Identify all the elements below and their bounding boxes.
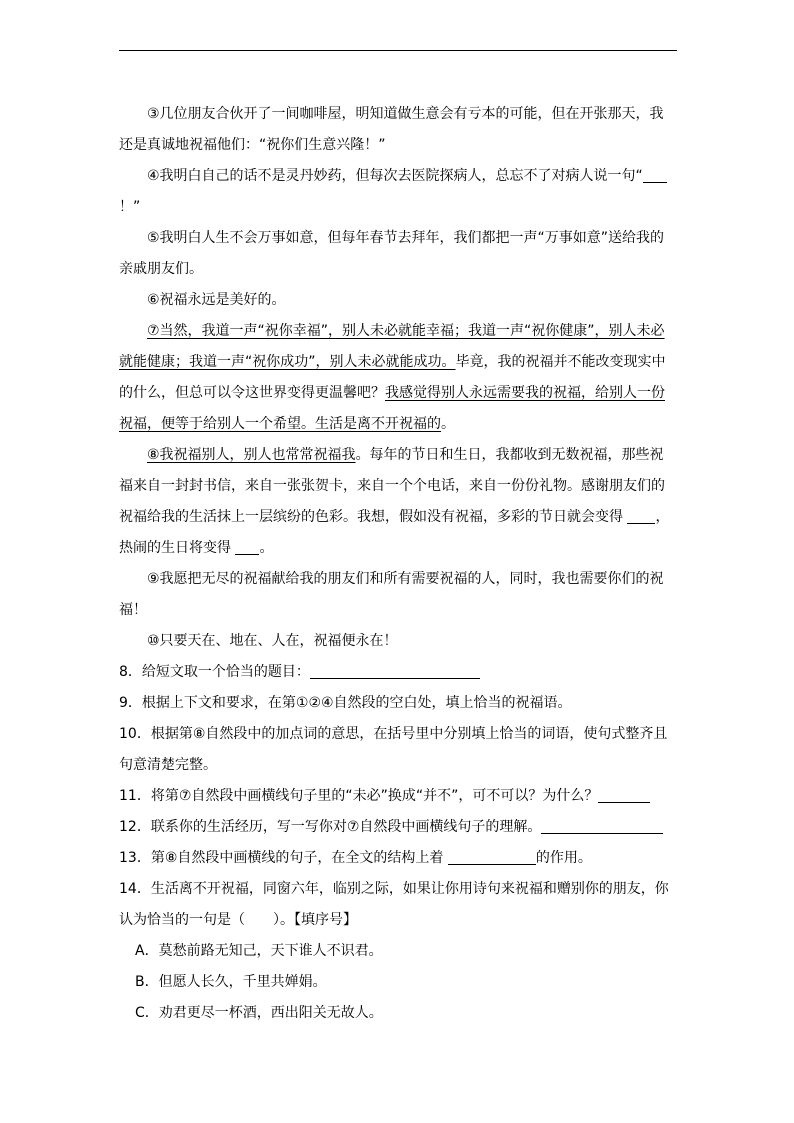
paragraph-8: ⑧我祝福别人，别人也常常祝福我。每年的节日和生日，我都收到无数祝福，那些祝福来自一封封书信，来自一张张贺卡，来自一个个电话，来自一份份礼物。感谢朋友们的祝福给我的生活抹上一层缤纷的色彩。我想，假如没有祝福，多彩的节日就会变得 ，热闹的生日将变得 。 xyxy=(119,447,670,556)
option-a[interactable]: A．莫愁前路无知己，天下谁人不识君。 xyxy=(135,943,383,959)
answer-blank-8[interactable] xyxy=(310,662,480,679)
paragraph-7: ⑦当然，我道一声“祝你幸福”，别人未必就能幸福；我道一声“祝你健康”，别人未必就能健康；我道一声“祝你成功”，别人未必就能成功。毕竟，我的祝福并不能改变现实中的什么，但总可以令这世界变得更温馨吧？我感觉得别人永远需要我的祝福，给别人一份祝福，便等于给别人一个希望。生活是离不开祝福的。 xyxy=(119,323,666,432)
option-c[interactable]: C．劝君更尽一杯酒，西出阳关无故人。 xyxy=(135,1005,383,1021)
blank-4[interactable] xyxy=(643,166,667,183)
paragraph-9: ⑨我愿把无尽的祝福献给我的朋友们和所有需要祝福的人，同时，我也需要你们的祝福！ xyxy=(119,571,664,618)
paragraph-6: ⑥祝福永远是美好的。 xyxy=(147,292,286,308)
paragraph-3: ③几位朋友合伙开了一间咖啡屋，明知道做生意会有亏本的可能，但在开张那天，我还是真诚地祝福他们：“祝你们生意兴隆！” xyxy=(119,106,664,153)
underlined-sentence-7a: ⑦当然，我道一声“祝你幸福”，别人未必就能幸福；我道一声“祝你健康”，别人未必就能健康；我道一声“祝你成功”，别人未必就能成功。 xyxy=(119,323,665,370)
blank-8a[interactable] xyxy=(627,507,655,524)
answer-blank-12[interactable] xyxy=(541,817,663,834)
paragraph-4: ④我明白自己的话不是灵丹妙药，但每次去医院探病人，总忘不了对病人说一句“！” xyxy=(119,161,677,223)
question-14: 14．生活离不开祝福，同窗六年，临别之际，如果让你用诗句来祝福和赠别你的朋友，你认为恰当的一句是（ ）。【填序号】 xyxy=(119,881,669,928)
header-rule xyxy=(119,50,677,51)
document-body xyxy=(119,99,677,1029)
question-9: 9．根据上下文和要求，在第①②④自然段的空白处，填上恰当的祝福语。 xyxy=(119,695,572,711)
underlined-sentence-7b: 我感觉得别人永远需要我的祝福，给别人一份祝福，便等于给别人一个希望。生活是离不开祝福的 xyxy=(119,385,665,432)
question-11: 11．将第⑦自然段中画横线句子里的“未必”换成“并不”，可不可以？为什么？ xyxy=(119,781,677,812)
question-8: 8．给短文取一个恰当的题目： xyxy=(119,657,677,688)
blank-8b[interactable] xyxy=(235,538,259,555)
underlined-sentence-8: ⑧我祝福别人，别人也常常祝福我 xyxy=(147,447,356,463)
question-12: 12．联系你的生活经历，写一写你对⑦自然段中画横线句子的理解。 xyxy=(119,812,677,843)
question-13: 13．第⑧自然段中画横线的句子，在全文的结构上着 的作用。 xyxy=(119,850,592,866)
answer-blank-13[interactable] xyxy=(448,848,536,865)
question-10: 10．根据第⑧自然段中的加点词的意思，在括号里中分别填上恰当的词语，使句式整齐且句意清楚完整。 xyxy=(119,726,668,773)
paragraph-10: ⑩只要天在、地在、人在，祝福便永在！ xyxy=(147,633,398,649)
paragraph-5: ⑤我明白人生不会万事如意，但每年春节去拜年，我们都把一声“万事如意”送给我的亲戚朋友们。 xyxy=(119,230,665,277)
answer-blank-11[interactable] xyxy=(598,786,650,803)
option-b[interactable]: B．但愿人长久，千里共婵娟。 xyxy=(135,974,327,990)
